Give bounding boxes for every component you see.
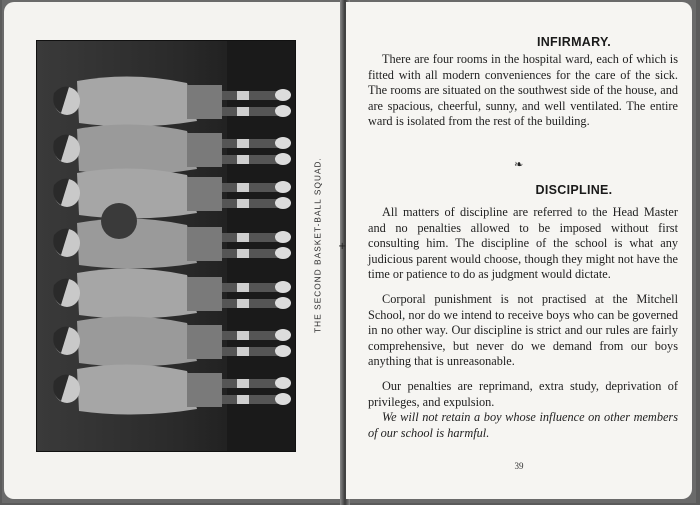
team-photo-illustration — [37, 41, 295, 451]
basketball — [101, 203, 137, 239]
discipline-paragraph-2: Corporal punishment is not practised at the Mitchell School, nor do we intend to receive boys who can be governed in no other way. Our discipline is strict and our rules are fairly comprehensive, but never do we demand from our boys anything that is unreasonable. — [368, 292, 678, 369]
discipline-heading: DISCIPLINE. — [535, 183, 613, 197]
team-photograph — [36, 40, 296, 452]
infirmary-paragraph: There are four rooms in the hospital ward, each of which is fitted with all modern conveniences for the care of the sick. The rooms are situated on the southwest side of the house, and are spacious, cheerful, sunny, and well ventilated. The entire ward is isolated from the rest of the building. — [368, 52, 678, 129]
left-page — [4, 2, 347, 499]
infirmary-heading: INFIRMARY. — [536, 35, 612, 49]
right-page — [346, 2, 692, 499]
ornament-icon: ❧ — [514, 158, 524, 171]
page-number: 39 — [514, 461, 524, 471]
photo-caption: THE SECOND BASKET-BALL SQUAD. — [313, 157, 323, 333]
discipline-paragraph-4: We will not retain a boy whose influence on other members of our school is harmful. — [368, 410, 678, 440]
discipline-paragraph-3: Our penalties are reprimand, extra study, deprivation of privileges, and expulsion. — [368, 379, 678, 409]
discipline-paragraph-1: All matters of discipline are referred to the Head Master and no penalties allowed to be imposed without first consulting him. The discipline of the school is what any judicious parent would choose, though they might not have the time or patience to do as judgment would dictate. — [368, 205, 678, 282]
crosshair-mark: + — [338, 241, 347, 252]
